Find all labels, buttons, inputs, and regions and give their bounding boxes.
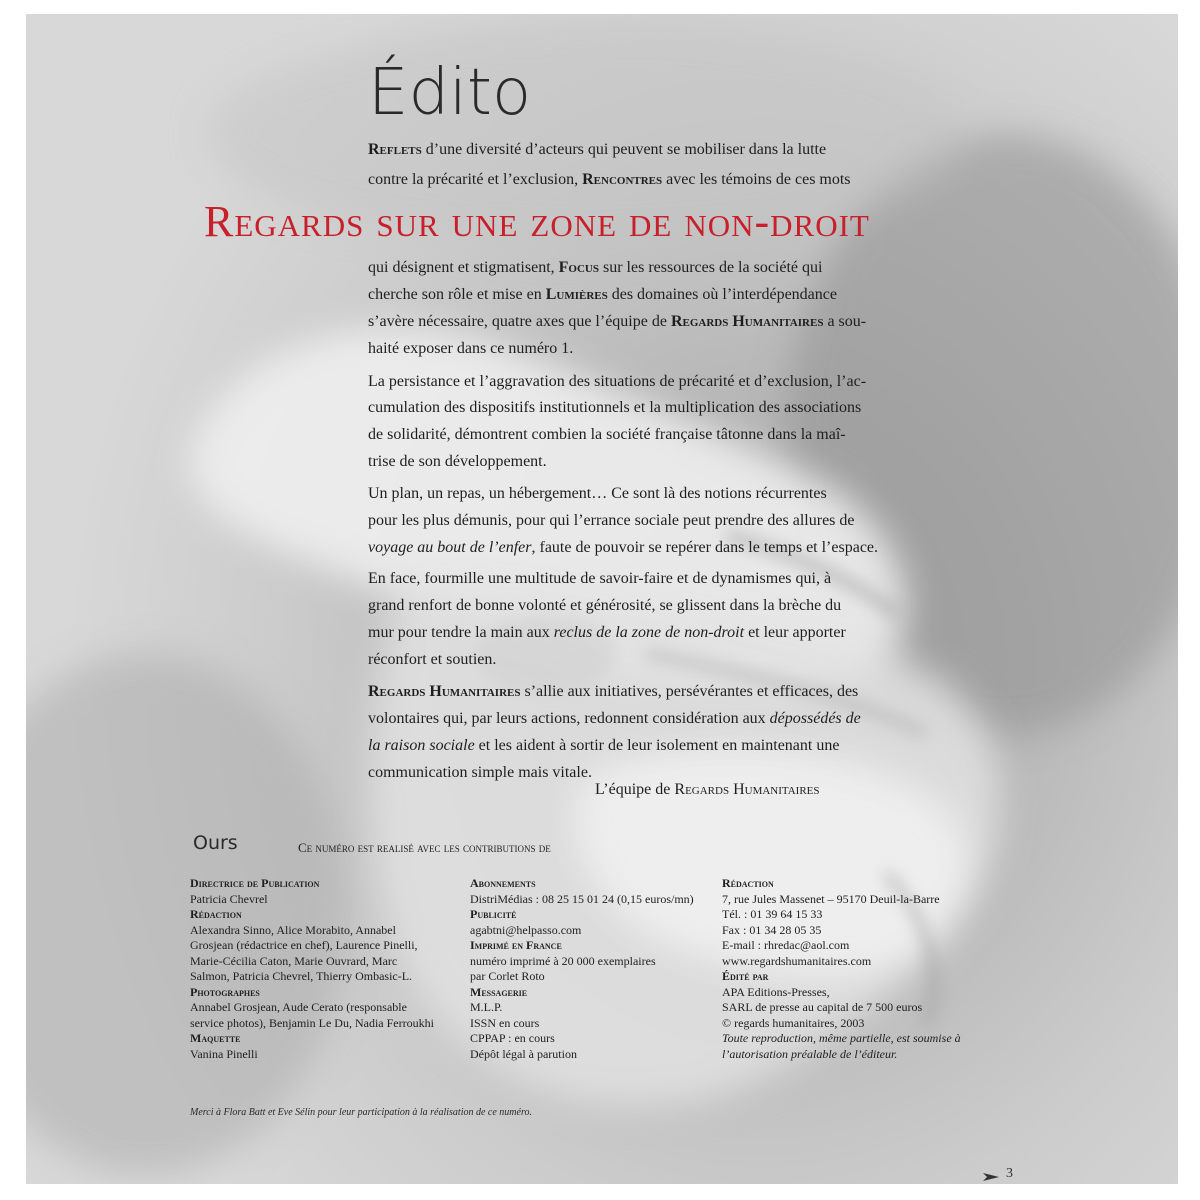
credit-heading: Messagerie (470, 984, 528, 999)
credit-text: CPPAP : en cours (470, 1031, 555, 1045)
body-pre: Un plan, un repas, un hébergement… Ce sont là des notions récurrentes (368, 485, 827, 502)
intro-text: avec les témoins de ces mots (662, 171, 851, 188)
body-pre: cumulation des dispositifs institutionnels et la multiplication des associations (368, 399, 862, 416)
body-pre: volontaires qui, par leurs actions, redonnent considération aux (368, 710, 770, 727)
edito-title: Édito (368, 56, 532, 130)
credit-heading: Publicité (470, 907, 517, 921)
body-italic: reclus de la zone de non-droit (553, 624, 745, 641)
credit-note: Toute reproduction, même partielle, est soumise à (722, 1031, 961, 1045)
signature-name: Regards Humanitaires (674, 781, 820, 798)
credits-column-2 (470, 876, 694, 1062)
credit-text: numéro imprimé à 20 000 exemplaires (470, 953, 656, 968)
body-text: et les aident à sortir de leur isolement en maintenant une (474, 737, 840, 754)
body-pre: réconfort et soutien. (368, 651, 497, 668)
body-pre: mur pour tendre la main aux (368, 624, 554, 641)
credit-text: Marie-Cécilia Caton, Marie Ouvrard, Marc (190, 953, 398, 968)
body-pre: communication simple mais vitale. (368, 764, 592, 781)
credit-text: par Corlet Roto (470, 969, 545, 983)
body-lead: Regards Humanitaires (368, 683, 521, 700)
credit-text: Patricia Chevrel (190, 891, 268, 906)
body-line (368, 538, 878, 558)
credit-heading: Rédaction (722, 876, 774, 890)
body-pre: La persistance et l’aggravation des situations de précarité et d’exclusion, l’ac- (368, 373, 867, 390)
intro-text: d’une diversité d’acteurs qui peuvent se mobiliser dans la lutte (421, 141, 827, 158)
body-line (368, 312, 866, 332)
credit-text: service photos), Benjamin Le Du, Nadia Ferroukhi (190, 1015, 434, 1030)
credit-text: Fax : 01 34 28 05 35 (722, 922, 822, 937)
body-lead: Regards Humanitaires (670, 313, 824, 330)
credit-text: © regards humanitaires, 2003 (722, 1015, 865, 1030)
body-pre: cherche son rôle et mise en (368, 286, 546, 303)
credits-column-1 (190, 876, 434, 1062)
credit-heading: Photographes (190, 984, 260, 999)
headline: Regards sur une zone de non-droit (204, 197, 870, 246)
credit-heading: Directrice de Publication (190, 876, 320, 890)
thanks-note: Merci à Flora Batt et Eve Sélin pour leur participation à la réalisation de ce numéro. (190, 1107, 532, 1118)
credit-heading: Maquette (190, 1031, 241, 1045)
body-line (368, 763, 592, 783)
credit-heading: Édité par (722, 969, 769, 983)
body-pre: pour les plus démunis, pour qui l’errance sociale peut prendre des allures de (368, 512, 855, 529)
body-lead: Lumières (545, 286, 608, 303)
body-pre: haité exposer dans ce numéro 1. (368, 340, 574, 357)
body-line (368, 452, 547, 472)
body-pre: grand renfort de bonne volonté et générosité, se glissent dans la brèche du (368, 597, 842, 614)
ours-title: Ours (193, 832, 238, 854)
credit-note: l’autorisation préalable de l’éditeur. (722, 1046, 898, 1061)
credit-heading: Abonnements (470, 876, 536, 890)
body-text: des domaines où l’interdépendance (607, 286, 837, 303)
body-italic: la raison sociale (368, 737, 475, 754)
body-line (368, 339, 573, 359)
intro-line (368, 170, 851, 190)
credit-text: ISSN en cours (470, 1015, 540, 1030)
intro-line (368, 140, 826, 160)
body-line (368, 682, 858, 702)
intro-lead: Reflets (368, 141, 422, 158)
body-lead: Focus (558, 259, 599, 276)
credit-text: APA Editions-Presses, (722, 984, 830, 999)
body-line (368, 736, 839, 756)
credit-text: Alexandra Sinno, Alice Morabito, Annabel (190, 922, 396, 937)
credit-text: Annabel Grosjean, Aude Cerato (responsable (190, 1000, 407, 1014)
signature-prefix: L’équipe de (595, 781, 675, 798)
credit-text: DistriMédias : 08 25 15 01 24 (0,15 euros/mn) (470, 891, 694, 906)
body-italic: voyage au bout de l’enfer (368, 539, 532, 556)
credit-text: agabtni@helpasso.com (470, 922, 582, 937)
credit-text: Salmon, Patricia Chevrel, Thierry Ombasic-L. (190, 969, 413, 983)
body-pre: de solidarité, démontrent combien la société française tâtonne dans la maî- (368, 426, 846, 443)
credit-text: 7, rue Jules Massenet – 95170 Deuil-la-Barre (722, 891, 940, 906)
ours-subtitle: Ce numéro est realisé avec les contributions de (298, 840, 551, 855)
credit-text: E-mail : rhredac@aol.com (722, 938, 850, 952)
body-italic: dépossédés de (769, 710, 861, 727)
credit-text: www.regardshumanitaires.com (722, 953, 872, 968)
credits-column-3 (722, 876, 961, 1062)
body-line (368, 623, 846, 643)
body-line (368, 425, 846, 445)
body-line (368, 484, 827, 504)
body-text: sur les ressources de la société qui (598, 259, 823, 276)
credit-heading: Rédaction (190, 907, 242, 921)
body-line (368, 398, 861, 418)
body-pre: trise de son développement. (368, 453, 547, 470)
credit-text: Dépôt légal à parution (470, 1046, 577, 1061)
intro-lead: Rencontres (582, 171, 663, 188)
page-number: 3 (1006, 1166, 1013, 1181)
credit-text: M.L.P. (470, 1000, 503, 1014)
body-text: s’allie aux initiatives, persévérantes et efficaces, des (520, 683, 859, 700)
body-text: et leur apporter (744, 624, 846, 641)
body-text: a sou- (823, 313, 867, 330)
edito-signature (595, 780, 820, 800)
credit-text: Tél. : 01 39 64 15 33 (722, 907, 823, 921)
body-line (368, 650, 496, 670)
body-line (368, 258, 822, 278)
credit-text: Vanina Pinelli (190, 1046, 258, 1061)
body-line (368, 569, 831, 589)
body-line (368, 596, 841, 616)
body-pre: En face, fourmille une multitude de savoir-faire et de dynamismes qui, à (368, 570, 832, 587)
body-line (368, 511, 855, 531)
body-text: , faute de pouvoir se repérer dans le temps et l’espace. (531, 539, 879, 556)
right-arrow-icon (983, 1171, 999, 1183)
credit-text: SARL de presse au capital de 7 500 euros (722, 1000, 923, 1014)
credit-heading: Imprimé en France (470, 938, 562, 952)
body-line (368, 285, 837, 305)
body-pre: qui désignent et stigmatisent, (368, 259, 559, 276)
body-pre: s’avère nécessaire, quatre axes que l’équipe de (368, 313, 671, 330)
body-line (368, 709, 861, 729)
intro-pre: contre la précarité et l’exclusion, (368, 171, 583, 188)
body-line (368, 372, 866, 392)
credit-text: Grosjean (rédactrice en chef), Laurence Pinelli, (190, 938, 418, 952)
